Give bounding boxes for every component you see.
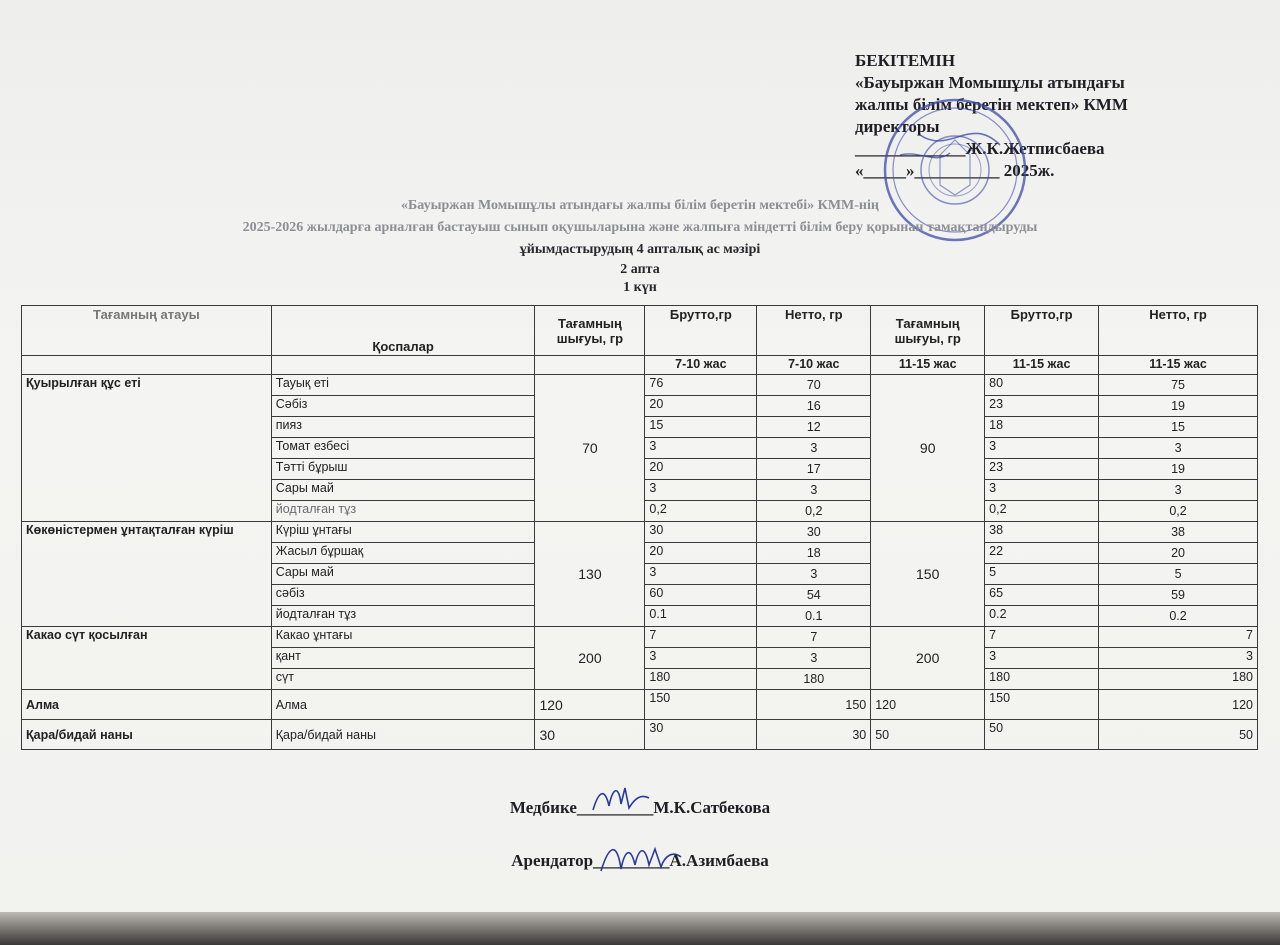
netto-11-15: 3 bbox=[1099, 648, 1258, 669]
netto-7-10: 54 bbox=[757, 585, 871, 606]
netto-7-10: 3 bbox=[757, 564, 871, 585]
age-label: 11-15 жас bbox=[1099, 356, 1258, 375]
brutto-11-15: 23 bbox=[985, 459, 1099, 480]
brutto-11-15: 0.2 bbox=[985, 606, 1099, 627]
output-7-10: 120 bbox=[535, 690, 645, 720]
col-output-2: Тағамның шығуы, гр bbox=[871, 306, 985, 356]
output-11-15: 150 bbox=[871, 522, 985, 627]
brutto-11-15: 3 bbox=[985, 438, 1099, 459]
netto-7-10: 0,2 bbox=[757, 501, 871, 522]
brutto-11-15: 3 bbox=[985, 648, 1099, 669]
netto-11-15: 19 bbox=[1099, 459, 1258, 480]
netto-7-10: 3 bbox=[757, 480, 871, 501]
brutto-7-10: 180 bbox=[645, 669, 757, 690]
title-menu: ұйымдастырудың 4 апталық ас мәзірі bbox=[519, 242, 761, 257]
brutto-11-15: 23 bbox=[985, 396, 1099, 417]
brutto-7-10: 0,2 bbox=[645, 501, 757, 522]
approval-heading: БЕКІТЕМІН bbox=[855, 51, 956, 70]
photo-background bbox=[0, 912, 1280, 945]
netto-11-15: 38 bbox=[1099, 522, 1258, 543]
brutto-7-10: 20 bbox=[645, 459, 757, 480]
brutto-11-15: 5 bbox=[985, 564, 1099, 585]
brutto-7-10: 3 bbox=[645, 438, 757, 459]
brutto-7-10: 20 bbox=[645, 396, 757, 417]
ingredient: сәбіз bbox=[271, 585, 535, 606]
netto-7-10: 0.1 bbox=[757, 606, 871, 627]
brutto-11-15: 150 bbox=[985, 690, 1099, 720]
age-label: 7-10 жас bbox=[757, 356, 871, 375]
netto-11-15: 0.2 bbox=[1099, 606, 1258, 627]
netto-11-15: 75 bbox=[1099, 375, 1258, 396]
col-netto-2: Нетто, гр bbox=[1099, 306, 1258, 356]
ingredient: Какао ұнтағы bbox=[271, 627, 535, 648]
netto-11-15: 19 bbox=[1099, 396, 1258, 417]
ingredient: Томат езбесі bbox=[271, 438, 535, 459]
col-brutto-1: Брутто,гр bbox=[645, 306, 757, 356]
brutto-11-15: 7 bbox=[985, 627, 1099, 648]
netto-7-10: 30 bbox=[757, 522, 871, 543]
menu-title bbox=[0, 195, 1280, 299]
netto-11-15: 180 bbox=[1099, 669, 1258, 690]
table-row bbox=[22, 627, 1258, 648]
dish-name: Көкөністермен ұнтақталған күріш bbox=[22, 522, 272, 627]
dish-name: Какао сүт қосылған bbox=[22, 627, 272, 690]
netto-11-15: 59 bbox=[1099, 585, 1258, 606]
brutto-7-10: 150 bbox=[645, 690, 757, 720]
netto-11-15: 5 bbox=[1099, 564, 1258, 585]
age-label: 11-15 жас bbox=[871, 356, 985, 375]
ingredient: Сары май bbox=[271, 480, 535, 501]
output-11-15: 50 bbox=[871, 720, 985, 750]
brutto-7-10: 30 bbox=[645, 522, 757, 543]
menu-table bbox=[21, 305, 1258, 750]
dish-name: Алма bbox=[22, 690, 272, 720]
col-dish-name: Тағамның атауы bbox=[22, 306, 272, 356]
netto-7-10: 3 bbox=[757, 648, 871, 669]
brutto-7-10: 3 bbox=[645, 480, 757, 501]
age-row bbox=[22, 356, 1258, 375]
ingredient: Қара/бидай наны bbox=[271, 720, 535, 750]
brutto-7-10: 7 bbox=[645, 627, 757, 648]
ingredient: Тәтті бұрыш bbox=[271, 459, 535, 480]
brutto-11-15: 3 bbox=[985, 480, 1099, 501]
nurse-signature-line: Медбике_________М.К.Сатбекова bbox=[509, 798, 771, 817]
brutto-7-10: 0.1 bbox=[645, 606, 757, 627]
brutto-11-15: 50 bbox=[985, 720, 1099, 750]
brutto-7-10: 3 bbox=[645, 564, 757, 585]
netto-11-15: 3 bbox=[1099, 438, 1258, 459]
brutto-7-10: 76 bbox=[645, 375, 757, 396]
brutto-11-15: 22 bbox=[985, 543, 1099, 564]
approval-line-director: _____________Ж.К.Жетписбаева bbox=[855, 139, 1105, 158]
brutto-11-15: 65 bbox=[985, 585, 1099, 606]
output-11-15: 90 bbox=[871, 375, 985, 522]
col-output-1: Тағамның шығуы, гр bbox=[535, 306, 645, 356]
col-netto-1: Нетто, гр bbox=[757, 306, 871, 356]
netto-11-15: 20 bbox=[1099, 543, 1258, 564]
netto-7-10: 150 bbox=[757, 690, 871, 720]
output-7-10: 130 bbox=[535, 522, 645, 627]
output-11-15: 200 bbox=[871, 627, 985, 690]
output-7-10: 200 bbox=[535, 627, 645, 690]
ingredient: Сары май bbox=[271, 564, 535, 585]
approval-line-position: директоры bbox=[855, 117, 940, 136]
approval-line-org: жалпы білім беретін мектеп» КММ bbox=[855, 95, 1128, 114]
nurse-signature-icon bbox=[585, 780, 655, 820]
age-label: 7-10 жас bbox=[645, 356, 757, 375]
output-11-15: 120 bbox=[871, 690, 985, 720]
table-row bbox=[22, 375, 1258, 396]
table-row bbox=[22, 720, 1258, 750]
netto-7-10: 16 bbox=[757, 396, 871, 417]
brutto-11-15: 38 bbox=[985, 522, 1099, 543]
title-school: «Бауыржан Момышұлы атындағы жалпы білім беретін мектебі» КММ-нің bbox=[401, 198, 879, 213]
table-row bbox=[22, 522, 1258, 543]
title-years: 2025-2026 жылдарға арналған бастауыш сынып оқушыларына және жалпыға міндетті білім беру қорынан тамақтандыруды bbox=[242, 220, 1038, 235]
ingredient: йодталған тұз bbox=[271, 606, 535, 627]
col-ingredients: Қоспалар bbox=[271, 306, 535, 356]
brutto-7-10: 60 bbox=[645, 585, 757, 606]
ingredient: Сәбіз bbox=[271, 396, 535, 417]
approval-line-school: «Бауыржан Момышұлы атындағы bbox=[855, 73, 1125, 92]
ingredient: пияз bbox=[271, 417, 535, 438]
netto-7-10: 17 bbox=[757, 459, 871, 480]
ingredient: Жасыл бұршақ bbox=[271, 543, 535, 564]
dish-name: Қуырылған құс еті bbox=[22, 375, 272, 522]
netto-7-10: 70 bbox=[757, 375, 871, 396]
ingredient: сүт bbox=[271, 669, 535, 690]
netto-7-10: 180 bbox=[757, 669, 871, 690]
tenant-signature-line: Арендатор_________А.Азимбаева bbox=[511, 851, 769, 870]
brutto-7-10: 30 bbox=[645, 720, 757, 750]
table-row bbox=[22, 690, 1258, 720]
brutto-11-15: 80 bbox=[985, 375, 1099, 396]
brutto-11-15: 18 bbox=[985, 417, 1099, 438]
dish-name: Қара/бидай наны bbox=[22, 720, 272, 750]
netto-7-10: 7 bbox=[757, 627, 871, 648]
netto-11-15: 120 bbox=[1099, 690, 1258, 720]
netto-7-10: 12 bbox=[757, 417, 871, 438]
netto-11-15: 3 bbox=[1099, 480, 1258, 501]
netto-11-15: 15 bbox=[1099, 417, 1258, 438]
brutto-7-10: 20 bbox=[645, 543, 757, 564]
ingredient: Күріш ұнтағы bbox=[271, 522, 535, 543]
netto-7-10: 3 bbox=[757, 438, 871, 459]
ingredient: Тауық еті bbox=[271, 375, 535, 396]
col-brutto-2: Брутто,гр bbox=[985, 306, 1099, 356]
brutto-7-10: 15 bbox=[645, 417, 757, 438]
title-day: 1 күн bbox=[623, 280, 657, 295]
ingredient: йодталған тұз bbox=[271, 501, 535, 522]
output-7-10: 30 bbox=[535, 720, 645, 750]
netto-7-10: 30 bbox=[757, 720, 871, 750]
tenant-signature-icon bbox=[595, 835, 685, 880]
netto-11-15: 50 bbox=[1099, 720, 1258, 750]
approval-line-date: «_____»__________ 2025ж. bbox=[855, 161, 1055, 180]
netto-7-10: 18 bbox=[757, 543, 871, 564]
title-week: 2 апта bbox=[620, 262, 660, 277]
brutto-7-10: 3 bbox=[645, 648, 757, 669]
brutto-11-15: 180 bbox=[985, 669, 1099, 690]
netto-11-15: 7 bbox=[1099, 627, 1258, 648]
ingredient: қант bbox=[271, 648, 535, 669]
header-row bbox=[22, 306, 1258, 356]
netto-11-15: 0,2 bbox=[1099, 501, 1258, 522]
age-label: 11-15 жас bbox=[985, 356, 1099, 375]
brutto-11-15: 0,2 bbox=[985, 501, 1099, 522]
output-7-10: 70 bbox=[535, 375, 645, 522]
ingredient: Алма bbox=[271, 690, 535, 720]
